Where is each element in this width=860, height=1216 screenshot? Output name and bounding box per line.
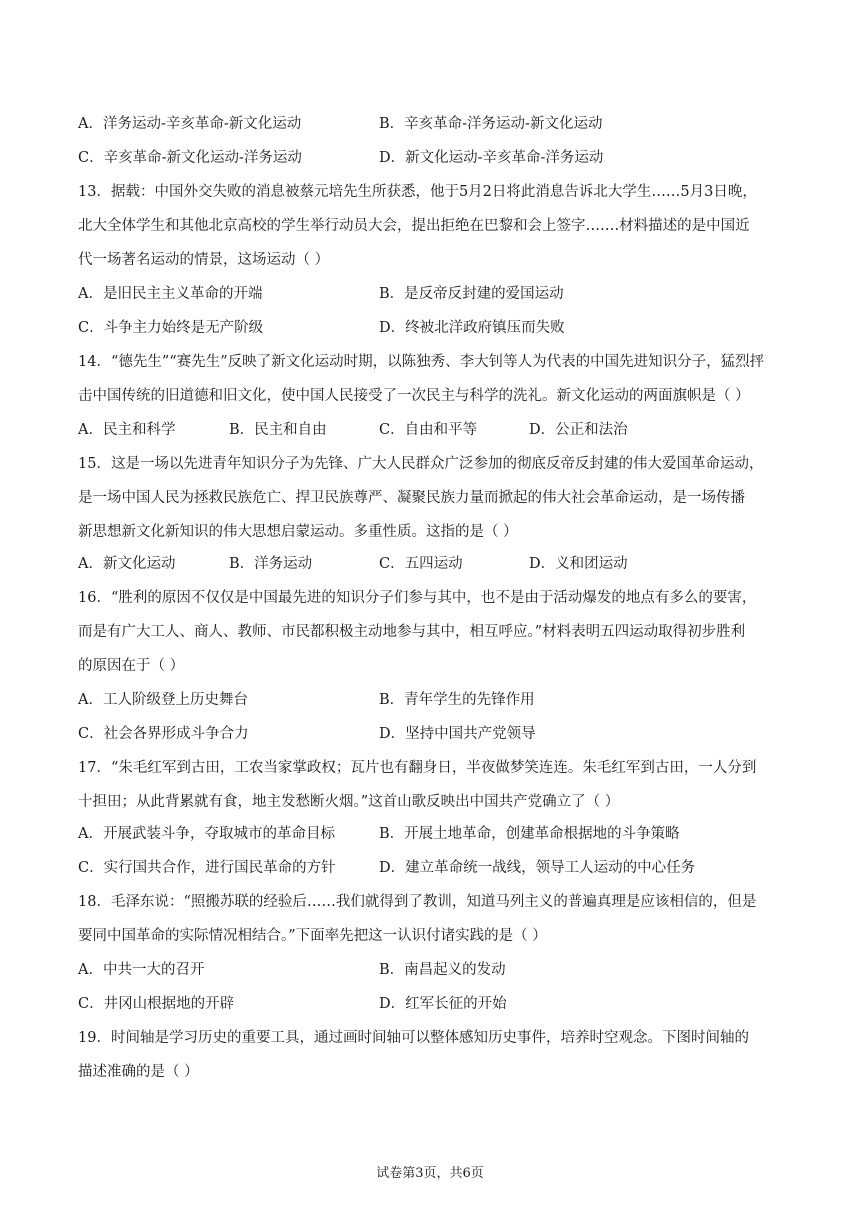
q18-option-d: D．红军长征的开始 [379, 996, 507, 1012]
q16-option-d: D．坚持中国共产党领导 [379, 726, 536, 742]
q18-option-b: B．南昌起义的发动 [379, 962, 506, 978]
q18-option-c: C．井冈山根据地的开辟 [78, 996, 235, 1012]
q13-stem-line-1: 13．据载：中国外交失败的消息被蔡元培先生所获悉，他于5月2日将此消息告诉北大学生……5月3日晚， [78, 184, 757, 200]
q14-stem-line-1: 14．“德先生”“赛先生”反映了新文化运动时期，以陈独秀、李大钊等人为代表的中国先进知识分子，猛烈抨 [78, 354, 765, 370]
q19-stem-line-1: 19．时间轴是学习历史的重要工具，通过画时间轴可以整体感知历史事件，培养时空观念。下图时间轴的 [78, 1030, 749, 1046]
q15-option-a: A．新文化运动 [78, 556, 176, 572]
q16-option-c: C．社会各界形成斗争合力 [78, 726, 249, 742]
q13-option-a: A．是旧民主主义革命的开端 [78, 286, 263, 302]
q12-option-b: B．辛亥革命-洋务运动-新文化运动 [379, 116, 603, 132]
q13-option-b: B．是反帝反封建的爱国运动 [379, 286, 564, 302]
q16-stem-line-3: 的原因在于（ ） [78, 658, 185, 674]
q14-option-b: B．民主和自由 [229, 422, 327, 438]
q14-option-c: C．自由和平等 [379, 422, 478, 438]
q12-option-d: D．新文化运动-辛亥革命-洋务运动 [379, 150, 604, 166]
q15-option-c: C．五四运动 [379, 556, 463, 572]
q17-option-c: C．实行国共合作，进行国民革命的方针 [78, 860, 336, 876]
q16-stem-line-1: 16．“胜利的原因不仅仅是中国最先进的知识分子们参与其中，也不是由于活动爆发的地点有多么的要害， [78, 590, 757, 606]
q12-option-c: C．辛亥革命-新文化运动-洋务运动 [78, 150, 302, 166]
q14-option-a: A．民主和科学 [78, 422, 176, 438]
q16-option-b: B．青年学生的先锋作用 [379, 692, 535, 708]
q15-stem-line-3: 新思想新文化新知识的伟大思想启蒙运动。多重性质。这指的是（ ） [78, 524, 518, 540]
q12-option-a: A．洋务运动-辛亥革命-新文化运动 [78, 116, 302, 132]
q17-option-b: B．开展土地革命，创建革命根据地的斗争策略 [379, 826, 680, 842]
q15-option-d: D．义和团运动 [529, 556, 628, 572]
q13-option-c: C．斗争主力始终是无产阶级 [78, 320, 264, 336]
q18-stem-line-2: 要同中国革命的实际情况相结合。”下面率先把这一认识付诸实践的是（ ） [78, 928, 547, 944]
q16-option-a: A．工人阶级登上历史舞台 [78, 692, 248, 708]
q15-stem-line-2: 是一场中国人民为拯救民族危亡、捍卫民族尊严、凝聚民族力量而掀起的伟大社会革命运动，是一场传播 [78, 490, 745, 506]
q15-option-b: B．洋务运动 [229, 556, 313, 572]
q13-stem-line-2: 北大全体学生和其他北京高校的学生举行动员大会，提出拒绝在巴黎和会上签字…….材料描述的是中国近 [78, 218, 750, 234]
q16-stem-line-2: 而是有广大工人、商人、教师、市民都积极主动地参与其中，相互呼应。”材料表明五四运动取得初步胜利 [78, 624, 746, 640]
q14-stem-line-2: 击中国传统的旧道德和旧文化，使中国人民接受了一次民主与科学的洗礼。新文化运动的两面旗帜是（ ） [78, 388, 750, 404]
q17-stem-line-2: 十担田；从此背累就有食，地主发愁断火烟。”这首山歌反映出中国共产党确立了（ ） [78, 794, 620, 810]
q15-stem-line-1: 15．这是一场以先进青年知识分子为先锋、广大人民群众广泛参加的彻底反帝反封建的伟大爱国革命运动， [78, 456, 764, 472]
q18-option-a: A．中共一大的召开 [78, 962, 205, 978]
q17-stem-line-1: 17．“朱毛红军到古田，工农当家掌政权；瓦片也有翻身日，半夜做梦笑连连。朱毛红军到古田，一人分到 [78, 760, 757, 776]
q14-option-d: D．公正和法治 [529, 422, 628, 438]
page-footer: 试卷第3页，共6页 [376, 1166, 484, 1181]
q17-option-d: D．建立革命统一战线，领导工人运动的中心任务 [379, 860, 696, 876]
q19-stem-line-2: 描述准确的是（ ） [78, 1064, 199, 1080]
q13-stem-line-3: 代一场著名运动的情景，这场运动（ ） [78, 252, 330, 268]
q13-option-d: D．终被北洋政府镇压而失败 [379, 320, 565, 336]
q18-stem-line-1: 18．毛泽东说：“照搬苏联的经验后……我们就得到了教训，知道马列主义的普遍真理是应该相信的，但是 [78, 894, 757, 910]
q17-option-a: A．开展武装斗争，夺取城市的革命目标 [78, 826, 335, 842]
